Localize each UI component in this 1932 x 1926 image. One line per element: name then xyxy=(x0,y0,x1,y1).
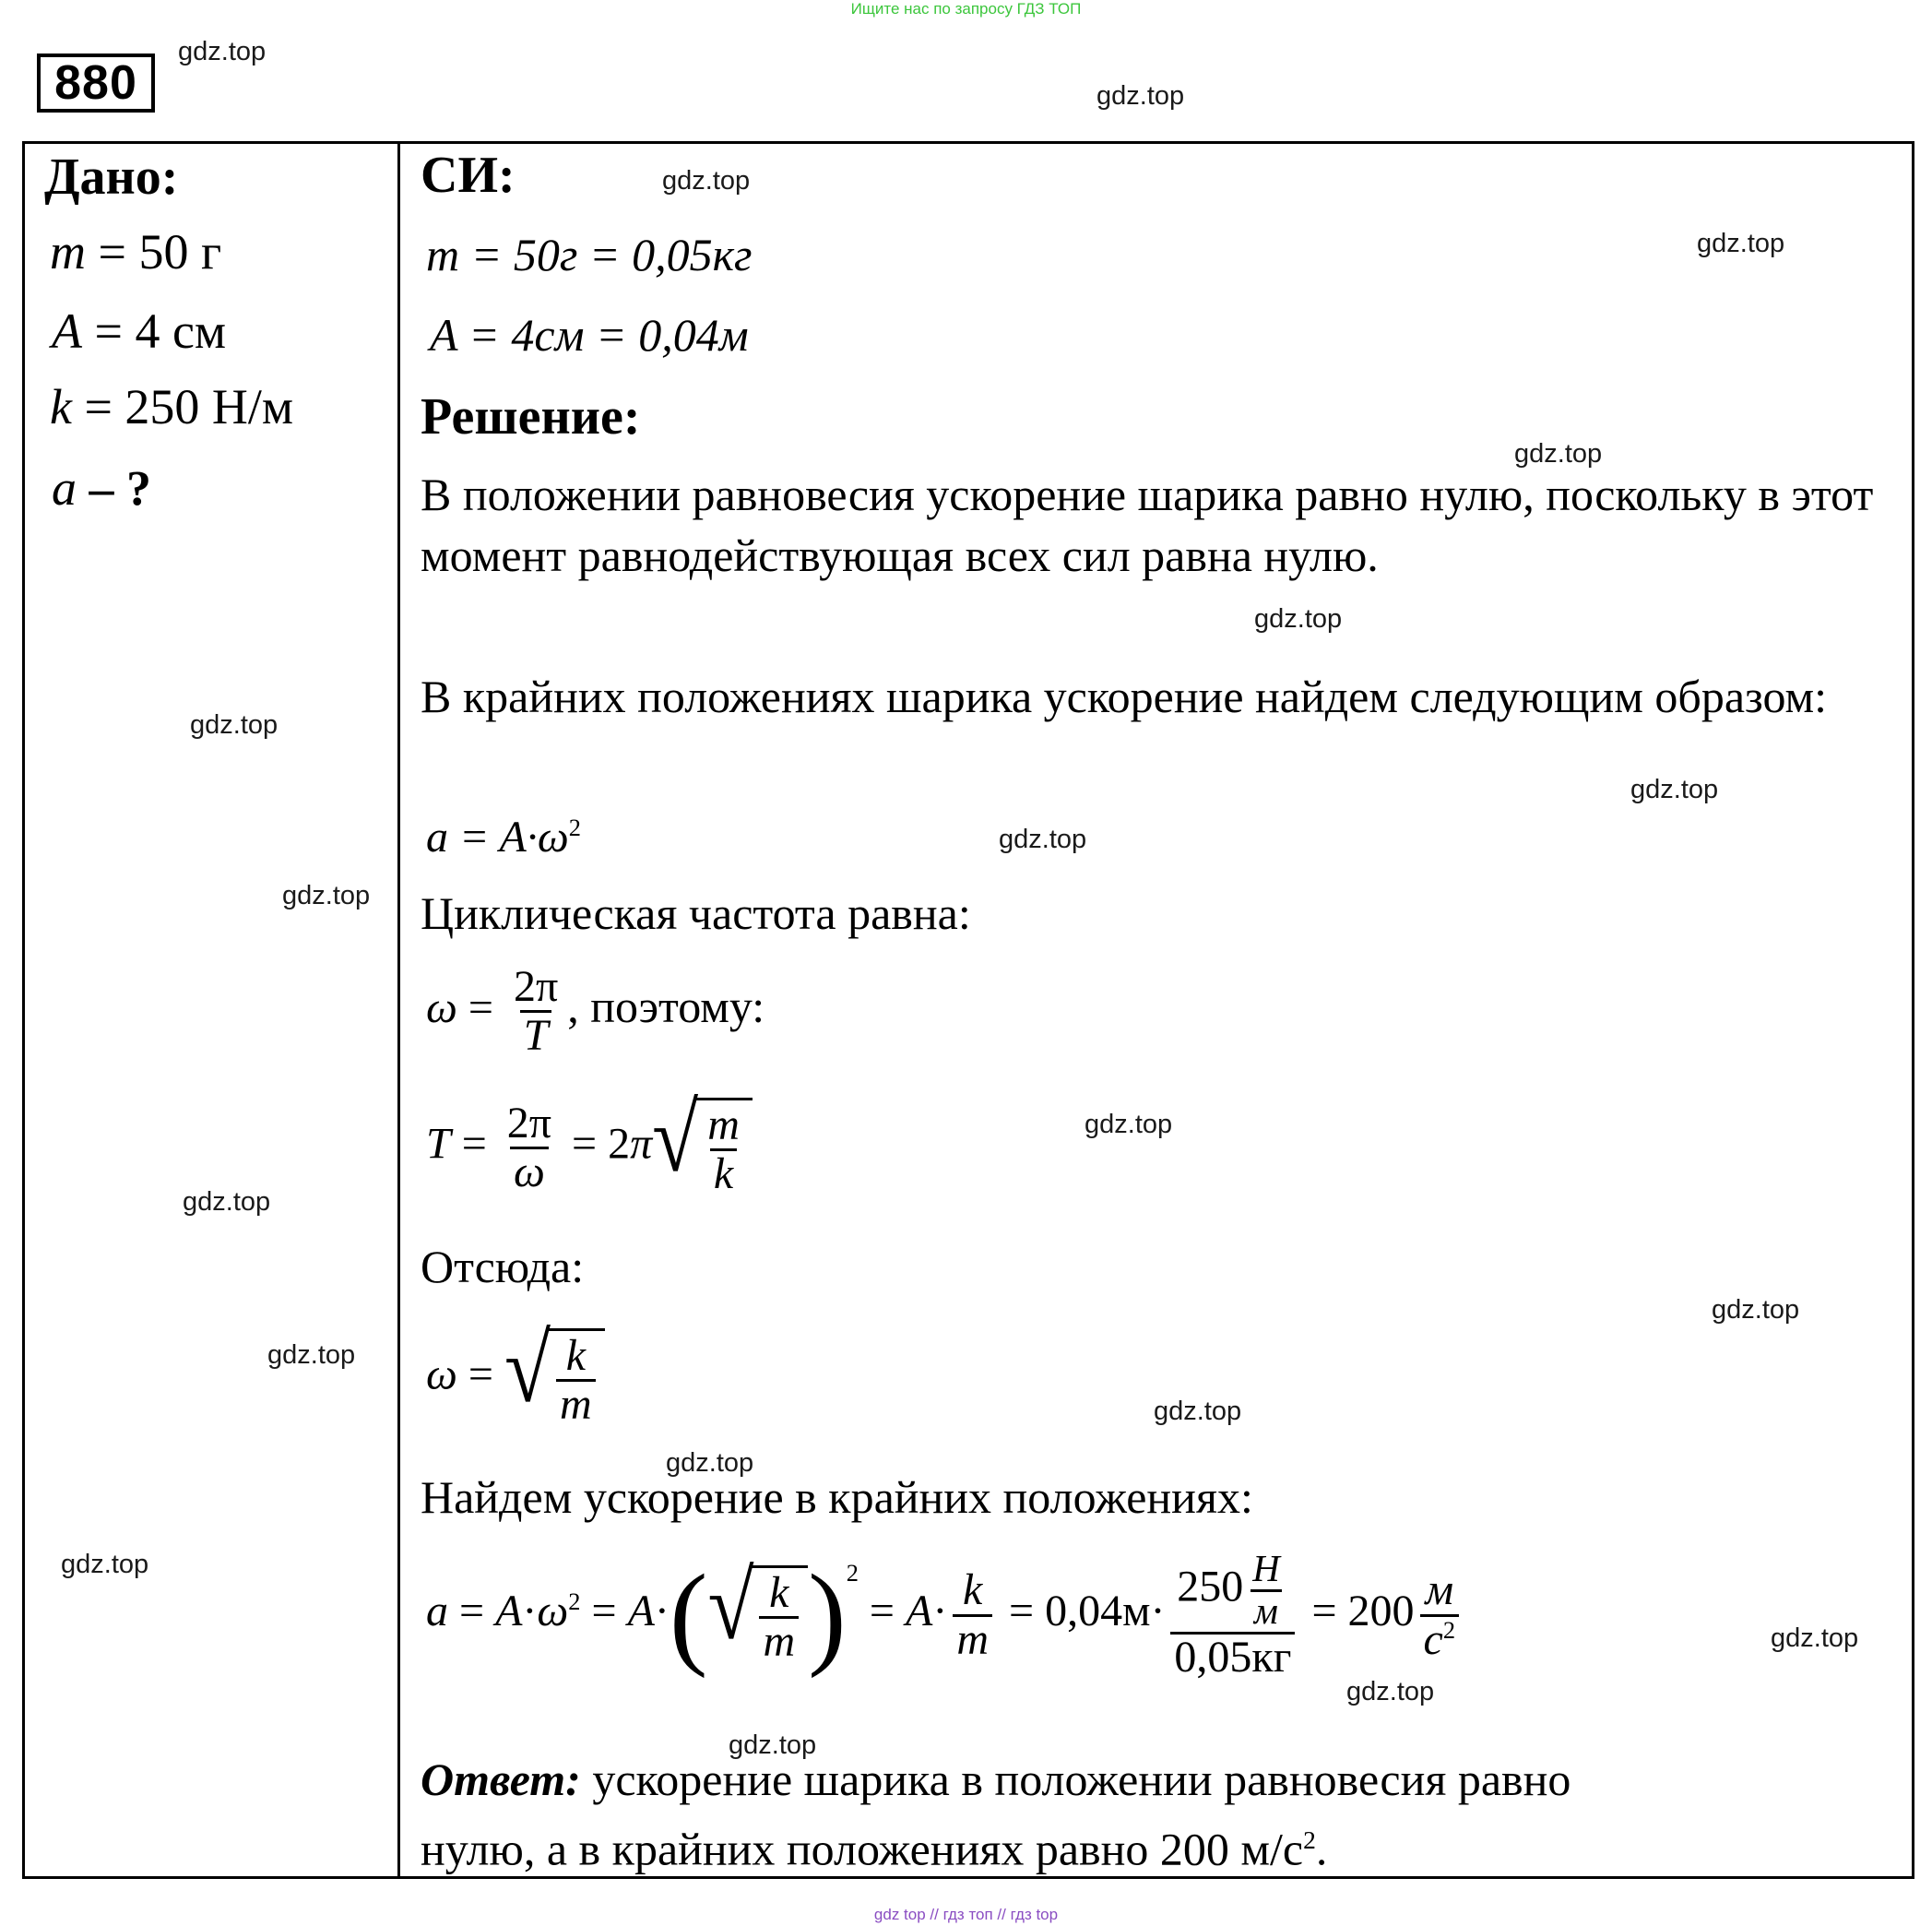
answer-label: Ответ: xyxy=(421,1754,581,1805)
watermark: gdz.top xyxy=(999,825,1087,854)
watermark: gdz.top xyxy=(267,1340,356,1370)
fraction-2pi-over-omega: $\frac{2\pi}{\omega}$ xyxy=(506,1098,552,1196)
column-divider xyxy=(397,141,400,1879)
answer-block: Ответ: ускорение шарика в положении равновесия равно нулю, а в крайних положениях равно 200 $м/с^2$. xyxy=(421,1754,1571,1875)
footer: gdz top // гдз топ // гдз top xyxy=(873,1906,1059,1923)
watermark: gdz.top xyxy=(1096,81,1185,111)
si-title: СИ: xyxy=(421,147,516,204)
sqrt-m-over-k: √ $\frac{m}{k}$ xyxy=(652,1098,753,1198)
given-item-k: k = 250 Н/м xyxy=(50,379,294,434)
given-title: Дано: xyxy=(44,149,179,206)
watermark: gdz.top xyxy=(178,37,267,66)
fraction-values: 250 $\frac{Н}{м}$ 0,05кг xyxy=(1170,1550,1295,1681)
equation-omega-period: ω = $\frac{2\pi}{T}$ , поэтому: xyxy=(426,962,765,1061)
watermark: gdz.top xyxy=(1154,1397,1242,1426)
watermark: gdz.top xyxy=(1085,1110,1173,1139)
given-item-m: m = 50 г xyxy=(50,224,222,279)
solution-paragraph-2: В крайних положениях шарика ускорение найдем следующим образом: xyxy=(421,671,1828,722)
equation-omega-sqrt: ω = √ $\frac{k}{m}$ xyxy=(426,1328,605,1429)
watermark: gdz.top xyxy=(1771,1623,1859,1653)
watermark: gdz.top xyxy=(666,1448,754,1478)
watermark: gdz.top xyxy=(1630,775,1719,804)
problem-number: 880 xyxy=(37,54,155,113)
watermark: gdz.top xyxy=(1514,439,1603,469)
sqrt-k-over-m: √ $\frac{k}{m}$ xyxy=(504,1328,605,1429)
watermark: gdz.top xyxy=(183,1187,271,1217)
solution-paragraph-4: Отсюда: xyxy=(421,1241,585,1292)
watermark: gdz.top xyxy=(61,1550,149,1579)
watermark: gdz.top xyxy=(190,710,279,740)
si-line-amplitude: A = 4см = 0,04м xyxy=(430,309,749,361)
solution-title: Решение: xyxy=(421,388,641,446)
solution-paragraph-1: В положении равновесия ускорение шарика равно нулю, поскольку в этот момент равнодействующая всех сил равна нулю. xyxy=(421,469,1874,581)
solution-paragraph-5: Найдем ускорение в крайних положениях: xyxy=(421,1471,1253,1523)
equation-a-omega: $a = A\cdot\omega^2$ xyxy=(426,813,581,862)
solution-paragraph-3: Циклическая частота равна: xyxy=(421,887,971,939)
watermark: gdz.top xyxy=(1254,604,1343,634)
watermark: gdz.top xyxy=(729,1730,817,1760)
given-item-a-amplitude: A = 4 см xyxy=(52,303,227,359)
watermark: gdz.top xyxy=(1346,1677,1435,1706)
watermark: gdz.top xyxy=(282,881,371,910)
watermark: gdz.top xyxy=(662,166,751,196)
equation-final-result: $a = A\cdot\omega^2 = A\cdot$( √ $\frac{k}{m}$ )$^2$ = A· $\frac{k}{m}$ = 0,04м· 250 $\frac{Н}{м}$ 0,05кг = 200 $\frac{м}{с^2}$ xyxy=(426,1550,1464,1681)
watermark: gdz.top xyxy=(1712,1295,1800,1325)
top-banner: Ищите нас по запросу ГДЗ ТОП xyxy=(850,0,1082,18)
equation-period: T = $\frac{2\pi}{\omega}$ = 2π √ $\frac{m}{k}$ xyxy=(426,1098,753,1198)
fraction-2pi-over-T: $\frac{2\pi}{T}$ xyxy=(513,962,559,1061)
given-item-unknown: a – ? xyxy=(52,460,151,516)
si-line-mass: m = 50г = 0,05кг xyxy=(426,229,753,280)
watermark: gdz.top xyxy=(1697,229,1785,258)
